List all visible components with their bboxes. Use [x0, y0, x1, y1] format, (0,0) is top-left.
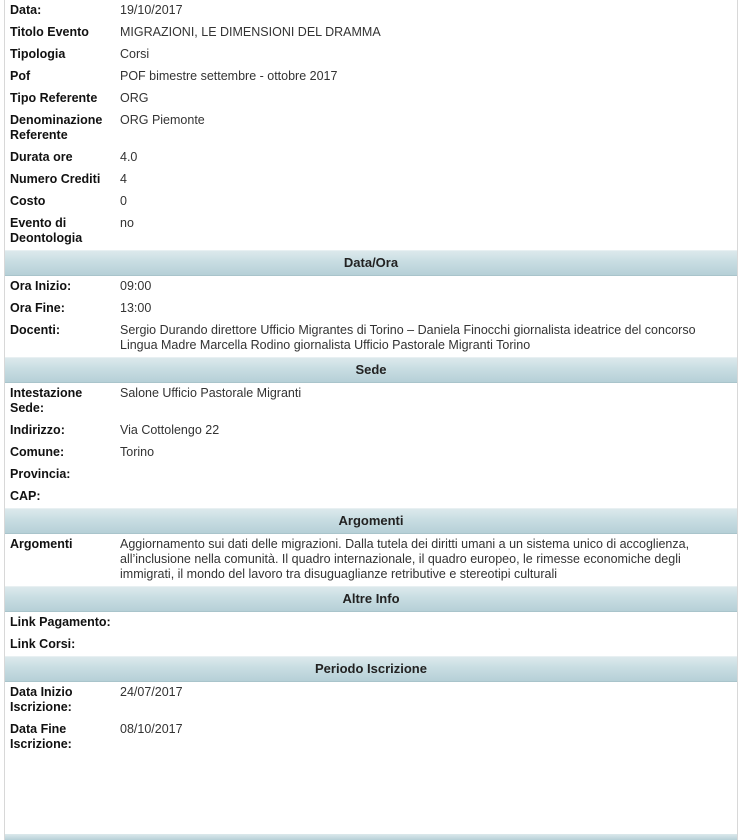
value-durata-ore: 4.0	[120, 150, 138, 164]
value-tipologia: Corsi	[120, 47, 150, 61]
row-titolo-evento	[5, 22, 737, 44]
row-tipologia	[5, 44, 737, 66]
label-intestazione-sede: Intestazione Sede:	[10, 386, 83, 415]
row-pof	[5, 66, 737, 88]
row-indirizzo	[5, 420, 737, 442]
row-ora-fine	[5, 298, 737, 320]
row-ora-inizio	[5, 276, 737, 298]
label-argomenti: Argomenti	[10, 537, 73, 551]
row-provincia	[5, 464, 737, 486]
section-header-argomenti: Argomenti	[5, 508, 737, 534]
label-link-corsi: Link Corsi:	[10, 637, 76, 651]
row-evento-deontologia	[5, 213, 737, 250]
value-pof: POF bimestre settembre - ottobre 2017	[120, 69, 338, 83]
sede-section	[5, 383, 737, 508]
value-denominazione-referente: ORG Piemonte	[120, 113, 205, 127]
label-comune: Comune:	[10, 445, 65, 459]
row-argomenti	[5, 534, 737, 586]
label-durata-ore: Durata ore	[10, 150, 73, 164]
label-costo: Costo	[10, 194, 46, 208]
altre-info-section	[5, 612, 737, 656]
label-tipo-referente: Tipo Referente	[10, 91, 98, 105]
label-indirizzo: Indirizzo:	[10, 423, 65, 437]
label-provincia: Provincia:	[10, 467, 71, 481]
label-titolo-evento: Titolo Evento	[10, 25, 89, 39]
section-header-data-ora: Data/Ora	[5, 250, 737, 276]
value-data-fine-iscrizione: 08/10/2017	[120, 722, 183, 736]
value-argomenti: Aggiornamento sui dati delle migrazioni. Dalla tutela dei diritti umani a un sistema unico di accoglienza, all’inclusione nella comunità. Il quadro internazionale, il quadro europeo, le rimesse economiche degli immigrati, il mondo del lavoro tra disuguaglianze retributive e stereotipi culturali	[120, 537, 690, 581]
label-denominazione-referente: Denominazione Referente	[10, 113, 103, 142]
value-intestazione-sede: Salone Ufficio Pastorale Migranti	[120, 386, 302, 400]
label-pof: Pof	[10, 69, 31, 83]
value-data: 19/10/2017	[120, 3, 183, 17]
value-tipo-referente: ORG	[120, 91, 149, 105]
value-docenti: Sergio Durando direttore Ufficio Migrantes di Torino – Daniela Finocchi giornalista ideatrice del concorso Lingua Madre Marcella Rodino giornalista Ufficio Pastorale Migranti Torino	[120, 323, 696, 352]
label-link-pagamento: Link Pagamento:	[10, 615, 111, 629]
row-tipo-referente	[5, 88, 737, 110]
label-data-inizio-iscrizione: Data Inizio Iscrizione:	[10, 685, 73, 714]
value-link-corsi[interactable]	[115, 637, 737, 652]
value-numero-crediti: 4	[120, 172, 127, 186]
row-durata-ore	[5, 147, 737, 169]
general-info-section	[5, 0, 737, 250]
row-data	[5, 0, 737, 22]
row-numero-crediti	[5, 169, 737, 191]
value-cap	[115, 489, 737, 504]
row-denominazione-referente	[5, 110, 737, 147]
row-link-corsi	[5, 634, 737, 656]
row-data-inizio-iscrizione	[5, 682, 737, 719]
value-data-inizio-iscrizione: 24/07/2017	[120, 685, 183, 699]
row-link-pagamento	[5, 612, 737, 634]
label-evento-deontologia: Evento di Deontologia	[10, 216, 83, 245]
value-evento-deontologia: no	[120, 216, 134, 230]
label-tipologia: Tipologia	[10, 47, 66, 61]
row-data-fine-iscrizione	[5, 719, 737, 756]
row-costo	[5, 191, 737, 213]
label-numero-crediti: Numero Crediti	[10, 172, 101, 186]
value-provincia	[115, 467, 737, 482]
data-ora-section	[5, 276, 737, 357]
event-detail-panel	[4, 0, 738, 840]
argomenti-section	[5, 534, 737, 586]
value-indirizzo: Via Cottolengo 22	[120, 423, 220, 437]
section-header-altre-info: Altre Info	[5, 586, 737, 612]
label-ora-inizio: Ora Inizio:	[10, 279, 72, 293]
row-docenti	[5, 320, 737, 357]
row-cap	[5, 486, 737, 508]
footer-bar	[5, 834, 737, 840]
label-docenti: Docenti:	[10, 323, 60, 337]
value-ora-fine: 13:00	[120, 301, 152, 315]
value-ora-inizio: 09:00	[120, 279, 152, 293]
label-cap: CAP:	[10, 489, 41, 503]
section-header-periodo-iscrizione: Periodo Iscrizione	[5, 656, 737, 682]
row-intestazione-sede	[5, 383, 737, 420]
label-ora-fine: Ora Fine:	[10, 301, 65, 315]
value-titolo-evento: MIGRAZIONI, LE DIMENSIONI DEL DRAMMA	[120, 25, 381, 39]
section-header-sede: Sede	[5, 357, 737, 383]
periodo-iscrizione-section	[5, 682, 737, 756]
value-link-pagamento[interactable]	[115, 615, 737, 630]
value-costo: 0	[120, 194, 127, 208]
row-comune	[5, 442, 737, 464]
label-data: Data:	[10, 3, 42, 17]
label-data-fine-iscrizione: Data Fine Iscrizione:	[10, 722, 72, 751]
value-comune: Torino	[120, 445, 155, 459]
